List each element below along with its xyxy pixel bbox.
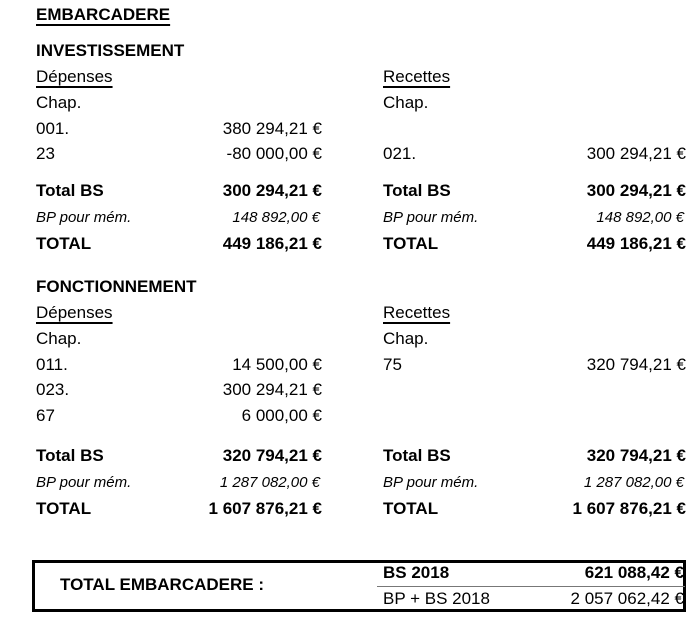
section-heading-investissement: INVESTISSEMENT — [36, 41, 185, 60]
fon-rec-total-bs-label: Total BS — [383, 446, 451, 465]
document-title: EMBARCADERE — [36, 5, 171, 24]
summary-bp-bs-value: 2 057 062,42 € — [570, 589, 684, 608]
inv-rec-bp-label: BP pour mém. — [383, 209, 479, 226]
inv-recettes-label: Recettes — [383, 67, 451, 86]
inv-rec-bp: 148 892,00 € — [596, 209, 684, 226]
fon-dep-row-chap: 011. — [36, 355, 68, 374]
fon-dep-total-label: TOTAL — [36, 499, 92, 518]
inv-rec-total: 449 186,21 € — [586, 234, 686, 253]
inv-rec-total-bs-label: Total BS — [383, 181, 451, 200]
fon-rec-row-amount: 320 794,21 € — [586, 355, 686, 374]
fon-dep-row-chap: 67 — [36, 406, 55, 425]
fon-rec-total-label: TOTAL — [383, 499, 439, 518]
fon-dep-row-amount: 6 000,00 € — [241, 406, 322, 425]
fon-dep-bp-label: BP pour mém. — [36, 474, 132, 491]
fon-rec-chap-label: Chap. — [383, 329, 429, 348]
fon-dep-total-bs: 320 794,21 € — [222, 446, 322, 465]
inv-dep-row-chap: 23 — [36, 144, 55, 163]
inv-rec-total-bs: 300 294,21 € — [586, 181, 686, 200]
section-heading-fonctionnement: FONCTIONNEMENT — [36, 277, 197, 296]
inv-dep-row-chap: 001. — [36, 119, 70, 138]
fon-depenses-label: Dépenses — [36, 303, 113, 322]
inv-rec-total-label: TOTAL — [383, 234, 439, 253]
fon-dep-row-amount: 300 294,21 € — [222, 380, 322, 399]
summary-bs-label: BS 2018 — [383, 563, 450, 582]
inv-dep-chap-label: Chap. — [36, 93, 82, 112]
inv-dep-row-amount: 380 294,21 € — [222, 119, 322, 138]
inv-dep-total-bs: 300 294,21 € — [222, 181, 322, 200]
inv-rec-row-amount: 300 294,21 € — [586, 144, 686, 163]
fon-dep-chap-label: Chap. — [36, 329, 82, 348]
fon-recettes-label: Recettes — [383, 303, 451, 322]
fon-rec-total: 1 607 876,21 € — [572, 499, 686, 518]
summary-separator — [377, 586, 685, 587]
fon-dep-row-amount: 14 500,00 € — [232, 355, 322, 374]
fon-dep-row-chap: 023. — [36, 380, 70, 399]
fon-rec-row-chap: 75 — [383, 355, 402, 374]
inv-dep-row-amount: -80 000,00 € — [226, 144, 322, 163]
inv-depenses-label: Dépenses — [36, 67, 113, 86]
inv-dep-total-label: TOTAL — [36, 234, 92, 253]
inv-rec-chap-label: Chap. — [383, 93, 429, 112]
inv-rec-row-chap: 021. — [383, 144, 417, 163]
summary-bs-value: 621 088,42 € — [584, 563, 684, 582]
inv-dep-bp-label: BP pour mém. — [36, 209, 132, 226]
inv-dep-total: 449 186,21 € — [222, 234, 322, 253]
summary-bp-bs-label: BP + BS 2018 — [383, 589, 490, 608]
summary-label: TOTAL EMBARCADERE : — [60, 575, 264, 594]
fon-rec-bp-label: BP pour mém. — [383, 474, 479, 491]
inv-dep-total-bs-label: Total BS — [36, 181, 104, 200]
fon-rec-total-bs: 320 794,21 € — [586, 446, 686, 465]
inv-dep-bp: 148 892,00 € — [232, 209, 320, 226]
fon-dep-total: 1 607 876,21 € — [208, 499, 322, 518]
fon-dep-total-bs-label: Total BS — [36, 446, 104, 465]
fon-rec-bp: 1 287 082,00 € — [583, 474, 684, 491]
fon-dep-bp: 1 287 082,00 € — [219, 474, 320, 491]
